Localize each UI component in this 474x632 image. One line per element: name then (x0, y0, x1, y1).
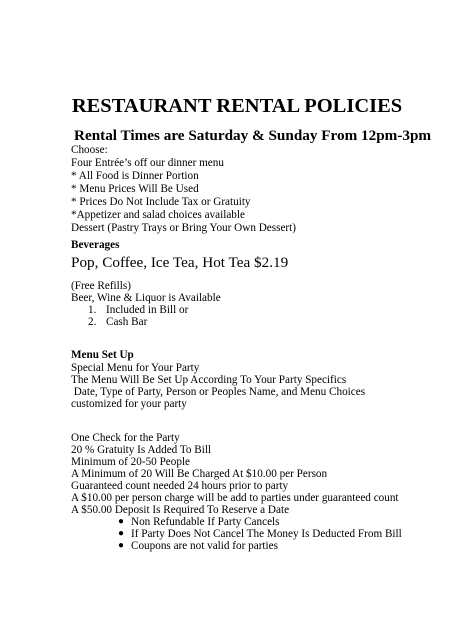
rental-times-subtitle: Rental Times are Saturday & Sunday From 12pm-3pm (74, 127, 432, 144)
menu-setup-line: customized for your party (71, 398, 187, 410)
payment-line: Guaranteed count needed 24 hours prior to party (71, 480, 289, 492)
choose-heading: Choose: (71, 144, 108, 156)
menu-setup-line: The Menu Will Be Set Up According To Your Party Specifics (71, 374, 347, 386)
beverage-option-number: 2. (88, 316, 97, 328)
bullet-icon: ● (118, 540, 125, 551)
payment-line: A $10.00 per person charge will be add to parties under guaranteed count (71, 492, 399, 504)
payment-line: A Minimum of 20 Will Be Charged At $10.00 per Person (71, 468, 328, 480)
choose-line: * All Food is Dinner Portion (71, 170, 199, 182)
payment-line: Minimum of 20-50 People (71, 456, 191, 468)
bullet-icon: ● (118, 528, 125, 539)
payment-line: A $50.00 Deposit Is Required To Reserve a Date (71, 504, 290, 516)
deposit-bullet: If Party Does Not Cancel The Money Is Deducted From Bill (131, 528, 402, 540)
menu-setup-line: Special Menu for Your Party (71, 362, 200, 374)
menu-setup-line: Date, Type of Party, Person or Peoples Name, and Menu Choices (71, 386, 366, 398)
beverage-option-text: Cash Bar (106, 316, 148, 328)
choose-line: * Menu Prices Will Be Used (71, 183, 199, 195)
beverages-line: (Free Refills) (71, 280, 131, 292)
beverages-price-line: Pop, Coffee, Ice Tea, Hot Tea $2.19 (71, 254, 289, 271)
beverages-heading: Beverages (71, 239, 120, 251)
beverage-option-number: 1. (88, 304, 97, 316)
bullet-icon: ● (118, 516, 125, 527)
menu-setup-heading: Menu Set Up (71, 349, 134, 361)
payment-line: 20 % Gratuity Is Added To Bill (71, 444, 212, 456)
choose-line: Four Entrée’s off our dinner menu (71, 157, 224, 169)
beverages-line: Beer, Wine & Liquor is Available (71, 292, 221, 304)
payment-line: One Check for the Party (71, 432, 180, 444)
choose-line: *Appetizer and salad choices available (71, 209, 245, 221)
document-title: RESTAURANT RENTAL POLICIES (71, 95, 403, 117)
beverage-option-text: Included in Bill or (106, 304, 189, 316)
deposit-bullet: Coupons are not valid for parties (131, 540, 278, 552)
choose-line: * Prices Do Not Include Tax or Gratuity (71, 196, 251, 208)
choose-line: Dessert (Pastry Trays or Bring Your Own Dessert) (71, 222, 296, 234)
deposit-bullet: Non Refundable If Party Cancels (131, 516, 280, 528)
